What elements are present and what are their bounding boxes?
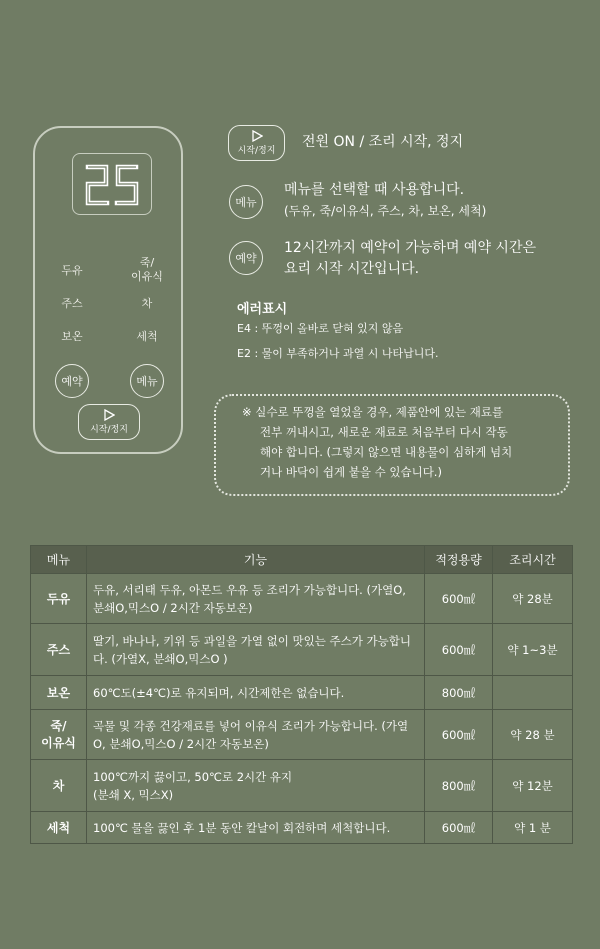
row-function: 딸기, 바나나, 키위 등 과일을 가열 없이 맛있는 주스가 가능합니다. (가열X, 분쇄O,믹스O ) xyxy=(87,624,425,676)
row-capacity: 800㎖ xyxy=(425,760,493,812)
error-text: : 뚜껑이 올바로 닫혀 있지 않음 xyxy=(250,322,404,335)
table-row xyxy=(31,676,573,710)
header-capacity: 적정용량 xyxy=(425,546,493,574)
row-menu: 보온 xyxy=(31,676,87,710)
table-row xyxy=(31,760,573,812)
panel-label-porridge: 죽/ 이유식 xyxy=(131,256,163,283)
reserve-description-line2: 요리 시작 시간입니다. xyxy=(284,261,420,277)
start-stop-description: 전원 ON / 조리 시작, 정지 xyxy=(302,134,464,150)
play-icon xyxy=(103,409,115,421)
panel-label-clean: 세척 xyxy=(136,330,158,343)
table-row xyxy=(31,574,573,624)
error-row-e2 xyxy=(237,346,439,362)
legend-start-stop-label: 시작/정지 xyxy=(237,146,276,156)
error-code: E4 xyxy=(237,322,251,335)
row-menu: 죽/ 이유식 xyxy=(31,710,87,760)
lcd-display xyxy=(72,153,152,215)
panel-label-tea: 차 xyxy=(141,297,153,310)
header-cook-time: 조리시간 xyxy=(493,546,573,574)
menu-description-sub: (두유, 죽/이유식, 주스, 차, 보온, 세척) xyxy=(284,204,487,218)
panel-reserve-label: 예약 xyxy=(61,375,83,388)
play-icon xyxy=(251,130,263,142)
row-time: 약 12분 xyxy=(493,760,573,812)
row-menu: 세척 xyxy=(31,812,87,844)
timer-digits xyxy=(83,163,141,207)
legend-menu-icon xyxy=(229,185,263,219)
row-function: 곡물 및 각종 건강재료를 넣어 이유식 조리가 가능합니다. (가열O, 분쇄O,믹스O / 2시간 자동보온) xyxy=(87,710,425,760)
note-line: 거나 바닥이 쉽게 붙을 수 있습니다.) xyxy=(260,465,442,479)
menu-description: 메뉴를 선택할 때 사용합니다. xyxy=(284,182,465,198)
row-capacity: 600㎖ xyxy=(425,710,493,760)
caution-note-text xyxy=(242,402,562,482)
row-menu: 차 xyxy=(31,760,87,812)
panel-menu-button[interactable] xyxy=(130,364,164,398)
note-line: 전부 꺼내시고, 새로운 재료로 처음부터 다시 작동 xyxy=(260,425,508,439)
legend-reserve-label: 예약 xyxy=(235,252,257,265)
error-text: : 물이 부족하거나 과열 시 나타납니다. xyxy=(250,347,439,360)
panel-start-stop-button[interactable] xyxy=(78,404,140,440)
row-capacity: 600㎖ xyxy=(425,624,493,676)
panel-reserve-button[interactable] xyxy=(55,364,89,398)
legend-reserve-icon xyxy=(229,241,263,275)
panel-label-soymilk: 두유 xyxy=(61,264,83,277)
legend-start-stop-icon xyxy=(228,125,285,161)
row-menu: 두유 xyxy=(31,574,87,624)
panel-label-warm: 보온 xyxy=(61,330,83,343)
panel-start-stop-label: 시작/정지 xyxy=(90,425,128,435)
table-row xyxy=(31,710,573,760)
header-function: 기능 xyxy=(87,546,425,574)
error-code: E2 xyxy=(237,347,251,360)
table-row xyxy=(31,624,573,676)
error-section-title: 에러표시 xyxy=(237,302,288,317)
row-function: 두유, 서리태 두유, 아몬드 우유 등 조리가 가능합니다. (가열O, 분쇄O,믹스O / 2시간 자동보온) xyxy=(87,574,425,624)
table-header-row xyxy=(31,546,573,574)
row-time xyxy=(493,676,573,710)
row-capacity: 600㎖ xyxy=(425,812,493,844)
row-capacity: 800㎖ xyxy=(425,676,493,710)
note-line: 해야 합니다. (그렇지 않으면 내용물이 심하게 넘치 xyxy=(260,445,513,459)
row-time: 약 28 분 xyxy=(493,710,573,760)
reserve-description-line1: 12시간까지 예약이 가능하며 예약 시간은 xyxy=(284,240,536,256)
row-menu: 주스 xyxy=(31,624,87,676)
row-capacity: 600㎖ xyxy=(425,574,493,624)
row-time: 약 1~3분 xyxy=(493,624,573,676)
note-line: ※ 실수로 뚜껑을 열었을 경우, 제품안에 있는 재료를 xyxy=(242,405,504,419)
legend-menu-label: 메뉴 xyxy=(235,196,257,209)
menu-function-table xyxy=(30,545,573,844)
row-time: 약 1 분 xyxy=(493,812,573,844)
panel-label-juice: 주스 xyxy=(61,297,83,310)
row-function: 100℃까지 끓이고, 50℃로 2시간 유지 (분쇄 X, 믹스X) xyxy=(87,760,425,812)
row-function: 60℃도(±4℃)로 유지되며, 시간제한은 없습니다. xyxy=(87,676,425,710)
table-row xyxy=(31,812,573,844)
row-time: 약 28분 xyxy=(493,574,573,624)
row-function: 100℃ 물을 끓인 후 1분 동안 칼날이 회전하며 세척합니다. xyxy=(87,812,425,844)
error-row-e4 xyxy=(237,321,403,337)
header-menu: 메뉴 xyxy=(31,546,87,574)
panel-menu-label: 메뉴 xyxy=(136,375,158,388)
